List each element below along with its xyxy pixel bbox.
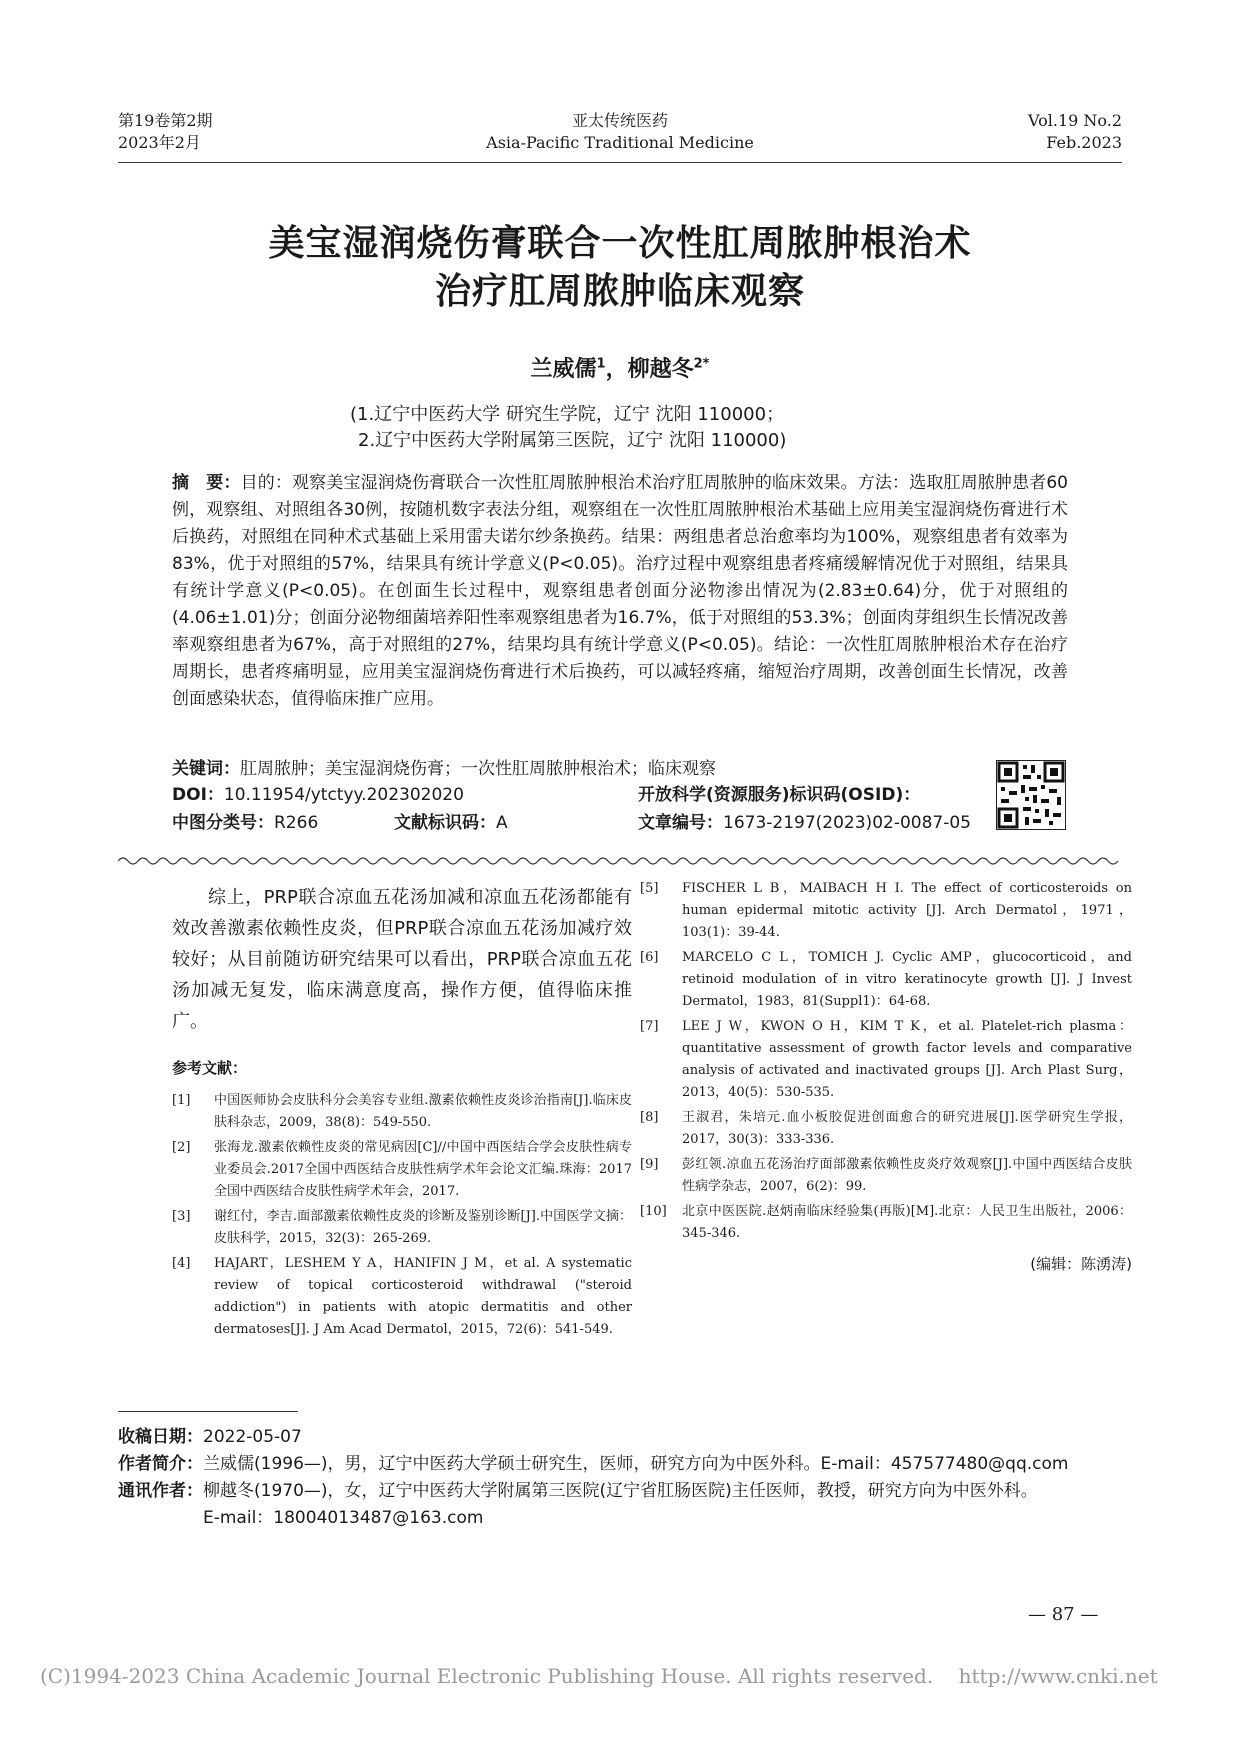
- doc-code-value: A: [496, 813, 508, 833]
- reference-item: [640, 878, 1132, 944]
- reference-number: [7]: [640, 1019, 659, 1034]
- title-line-1: 美宝湿润烧伤膏联合一次性肛周脓肿根治术: [268, 223, 972, 264]
- reference-text: LEE J W，KWON O H，KIM T K，et al. Platelet-rich plasma：quantitative assessment of growth factor levels and comparative analysis of activated and inactivated groups [J]. Arch Plast Surg，2013，40(5)：530-535.: [682, 1019, 1132, 1100]
- references-heading: 参考文献：: [172, 1059, 248, 1077]
- doi-value[interactable]: 10.11954/ytctyy.202302020: [223, 785, 464, 805]
- reference-text: HAJART，LESHEM Y A，HANIFIN J M，et al. A systematic review of topical corticosteroid withdrawal ("steroid addiction") in patients with atopic dermatitis and other dermatoses[J]. J Am Acad Dermatol，2015，72(6)：541-549.: [214, 1256, 632, 1337]
- clc-label: 中图分类号：: [172, 813, 274, 833]
- reference-text: 张海龙.激素依赖性皮炎的常见病因[C]//中国中西医结合学会皮肤性病专业委员会.2017全国中西医结合皮肤性病学术年会论文汇编.珠海：2017全国中西医结合皮肤性病学术年会，2017.: [214, 1140, 632, 1199]
- right-column: [640, 878, 1132, 1274]
- doc-code-label: 文献标识码：: [394, 813, 496, 833]
- conclusion-paragraph: 综上，PRP联合凉血五花汤加减和凉血五花汤都能有效改善激素依赖性皮炎，但PRP联合凉血五花汤加减疗效较好；从目前随访研究结果可以看出，PRP联合凉血五花汤加减无复发，临床满意度高，操作方便，值得临床推广。: [172, 887, 632, 1032]
- received-value: 2022-05-07: [203, 1427, 302, 1447]
- abstract-label: 摘 要：: [172, 473, 241, 493]
- reference-number: [6]: [640, 950, 659, 965]
- vol-en: Vol.19 No.2: [1028, 111, 1122, 130]
- doi-label: DOI：: [172, 785, 224, 805]
- reference-number: [9]: [640, 1157, 659, 1172]
- corresponding-text: 柳越冬(1970—)，女，辽宁中医药大学附属第三医院(辽宁省肛肠医院)主任医师，教授，研究方向为中医外科。: [203, 1481, 1038, 1501]
- title-line-2: 治疗肛周脓肿临床观察: [434, 271, 805, 312]
- article-no-row: [638, 810, 971, 836]
- osid-row: [638, 782, 920, 808]
- reference-number: [1]: [172, 1093, 191, 1108]
- author-bio-label: 作者简介：: [118, 1454, 203, 1474]
- keywords-label: 关键词：: [172, 759, 240, 779]
- author-2-sup: 2*: [693, 356, 710, 372]
- affiliation-2: 2.辽宁中医药大学附属第三医院，辽宁 沈阳 110000): [358, 430, 787, 451]
- reference-number: [4]: [172, 1256, 191, 1271]
- reference-text: 谢红付，李吉.面部激素依赖性皮炎的诊断及鉴别诊断[J].中国医学文摘：皮肤科学，2015，32(3)：265-269.: [214, 1209, 632, 1246]
- received-date: [118, 1424, 1128, 1451]
- corresponding-author: [118, 1478, 1128, 1505]
- author-bio-text: 兰威儒(1996—)，男，辽宁中医药大学硕士研究生，医师，研究方向为中医外科。E-mail：457577480@qq.com: [203, 1454, 1069, 1474]
- corresponding-label: 通讯作者：: [118, 1481, 203, 1501]
- reference-number: [10]: [640, 1204, 667, 1219]
- doc-code-row: [394, 810, 508, 836]
- reference-text: 王淑君，朱培元.血小板胶促进创面愈合的研究进展[J].医学研究生学报，2017，30(3)：333-336.: [682, 1110, 1132, 1147]
- abstract-text: 目的：观察美宝湿润烧伤膏联合一次性肛周脓肿根治术治疗肛周脓肿的临床效果。方法：选取肛周脓肿患者60例，观察组、对照组各30例，按随机数字表法分组，观察组在一次性肛周脓肿根治术基础上应用美宝湿润烧伤膏进行术后换药，对照组在同种术式基础上采用雷夫诺尔纱条换药。结果：两组患者总治愈率均为100%，观察组患者有效率为83%，优于对照组的57%，结果具有统计学意义(P<0.05)。治疗过程中观察组患者疼痛缓解情况优于对照组，结果具有统计学意义(P<0.05)。在创面生长过程中，观察组患者创面分泌物渗出情况为(2.83±0.64)分，优于对照组的(4.06±1.01)分；创面分泌物细菌培养阳性率观察组患者为16.7%，低于对照组的53.3%；创面肉芽组织生长情况改善率观察组患者为67%，高于对照组的27%，结果均具有统计学意义(P<0.05)。结论：一次性肛周脓肿根治术存在治疗周期长，患者疼痛明显，应用美宝湿润烧伤膏进行术后换药，可以减轻疼痛，缩短治疗周期，改善创面生长情况，改善创面感染状态，值得临床推广应用。: [172, 473, 1068, 709]
- author-1-sup: 1: [596, 356, 606, 372]
- reference-number: [8]: [640, 1110, 659, 1125]
- reference-item: [640, 1016, 1132, 1104]
- page-number: — 87 —: [1028, 1604, 1099, 1625]
- abstract: [172, 470, 1068, 713]
- date-en: Feb.2023: [1046, 133, 1122, 152]
- journal-cn: 亚太传统医药: [571, 111, 668, 130]
- footnote-rule: [118, 1411, 298, 1412]
- article-title: [118, 220, 1122, 316]
- reference-item: [172, 1253, 632, 1341]
- clc-row: [172, 810, 318, 836]
- reference-text: MARCELO C L，TOMICH J. Cyclic AMP，glucocorticoid，and retinoid modulation of in vitro keratinocyte growth [J]. J Invest Dermatol，1983，81(Suppl1)：64-68.: [682, 950, 1132, 1009]
- issue-cn: 第19卷第2期: [118, 111, 213, 130]
- reference-text: 北京中医医院.赵炳南临床经验集(再版)[M].北京：人民卫生出版社，2006：345-346.: [682, 1204, 1132, 1241]
- reference-number: [3]: [172, 1209, 191, 1224]
- received-label: 收稿日期：: [118, 1427, 203, 1447]
- affiliations: [350, 402, 786, 454]
- reference-item: [640, 947, 1132, 1013]
- author-2: 柳越冬: [627, 357, 694, 382]
- left-column: [172, 882, 632, 1344]
- keywords-text: 肛周脓肿；美宝湿润烧伤膏；一次性肛周脓肿根治术；临床观察: [240, 759, 716, 779]
- authors: [118, 352, 1122, 383]
- keywords: [172, 756, 1032, 782]
- date-cn: 2023年2月: [118, 133, 201, 152]
- author-separator: ，: [605, 357, 628, 382]
- doi-row: [172, 782, 464, 808]
- footnotes: [118, 1424, 1128, 1532]
- article-no-value: 1673-2197(2023)02-0087-05: [723, 813, 971, 833]
- reference-text: FISCHER L B，MAIBACH H I. The effect of corticosteroids on human epidermal mitotic activity [J]. Arch Dermatol，1971，103(1)：39-44.: [682, 881, 1132, 940]
- header-left: [118, 110, 213, 154]
- reference-text: 彭红领.凉血五花汤治疗面部激素依赖性皮炎疗效观察[J].中国中西医结合皮肤性病学杂志，2007，6(2)：99.: [682, 1157, 1132, 1194]
- reference-item: [172, 1137, 632, 1203]
- reference-number: [5]: [640, 881, 659, 896]
- article-no-label: 文章编号：: [638, 813, 723, 833]
- copyright-notice: (C)1994-2023 China Academic Journal Electronic Publishing House. All rights reserved. http://www.cnki.net: [40, 1664, 1158, 1688]
- osid-label: 开放科学(资源服务)标识码(OSID)：: [638, 785, 921, 805]
- corresponding-email[interactable]: E-mail：18004013487@163.com: [203, 1508, 484, 1528]
- author-1: 兰威儒: [530, 357, 597, 382]
- qr-code-icon[interactable]: [996, 760, 1066, 830]
- reference-number: [2]: [172, 1140, 191, 1155]
- header-rule: [118, 162, 1122, 163]
- reference-item: [640, 1107, 1132, 1151]
- clc-value: R266: [274, 813, 319, 833]
- reference-item: [640, 1154, 1132, 1198]
- journal-en: Asia-Pacific Traditional Medicine: [486, 133, 754, 152]
- reference-item: [172, 1090, 632, 1134]
- qr-code-graphic: [997, 761, 1065, 829]
- reference-item: [172, 1206, 632, 1250]
- reference-item: [640, 1201, 1132, 1245]
- affiliation-1: (1.辽宁中医药大学 研究生学院，辽宁 沈阳 110000；: [350, 404, 785, 425]
- wavy-separator: [118, 855, 1122, 867]
- header-center: [420, 110, 820, 154]
- reference-text: 中国医师协会皮肤科分会美容专业组.激素依赖性皮炎诊治指南[J].临床皮肤科杂志，2009，38(8)：549-550.: [214, 1093, 632, 1130]
- author-bio: [118, 1451, 1128, 1478]
- editor-credit: (编辑：陈湧涛): [1030, 1255, 1132, 1273]
- header-right: [1028, 110, 1122, 154]
